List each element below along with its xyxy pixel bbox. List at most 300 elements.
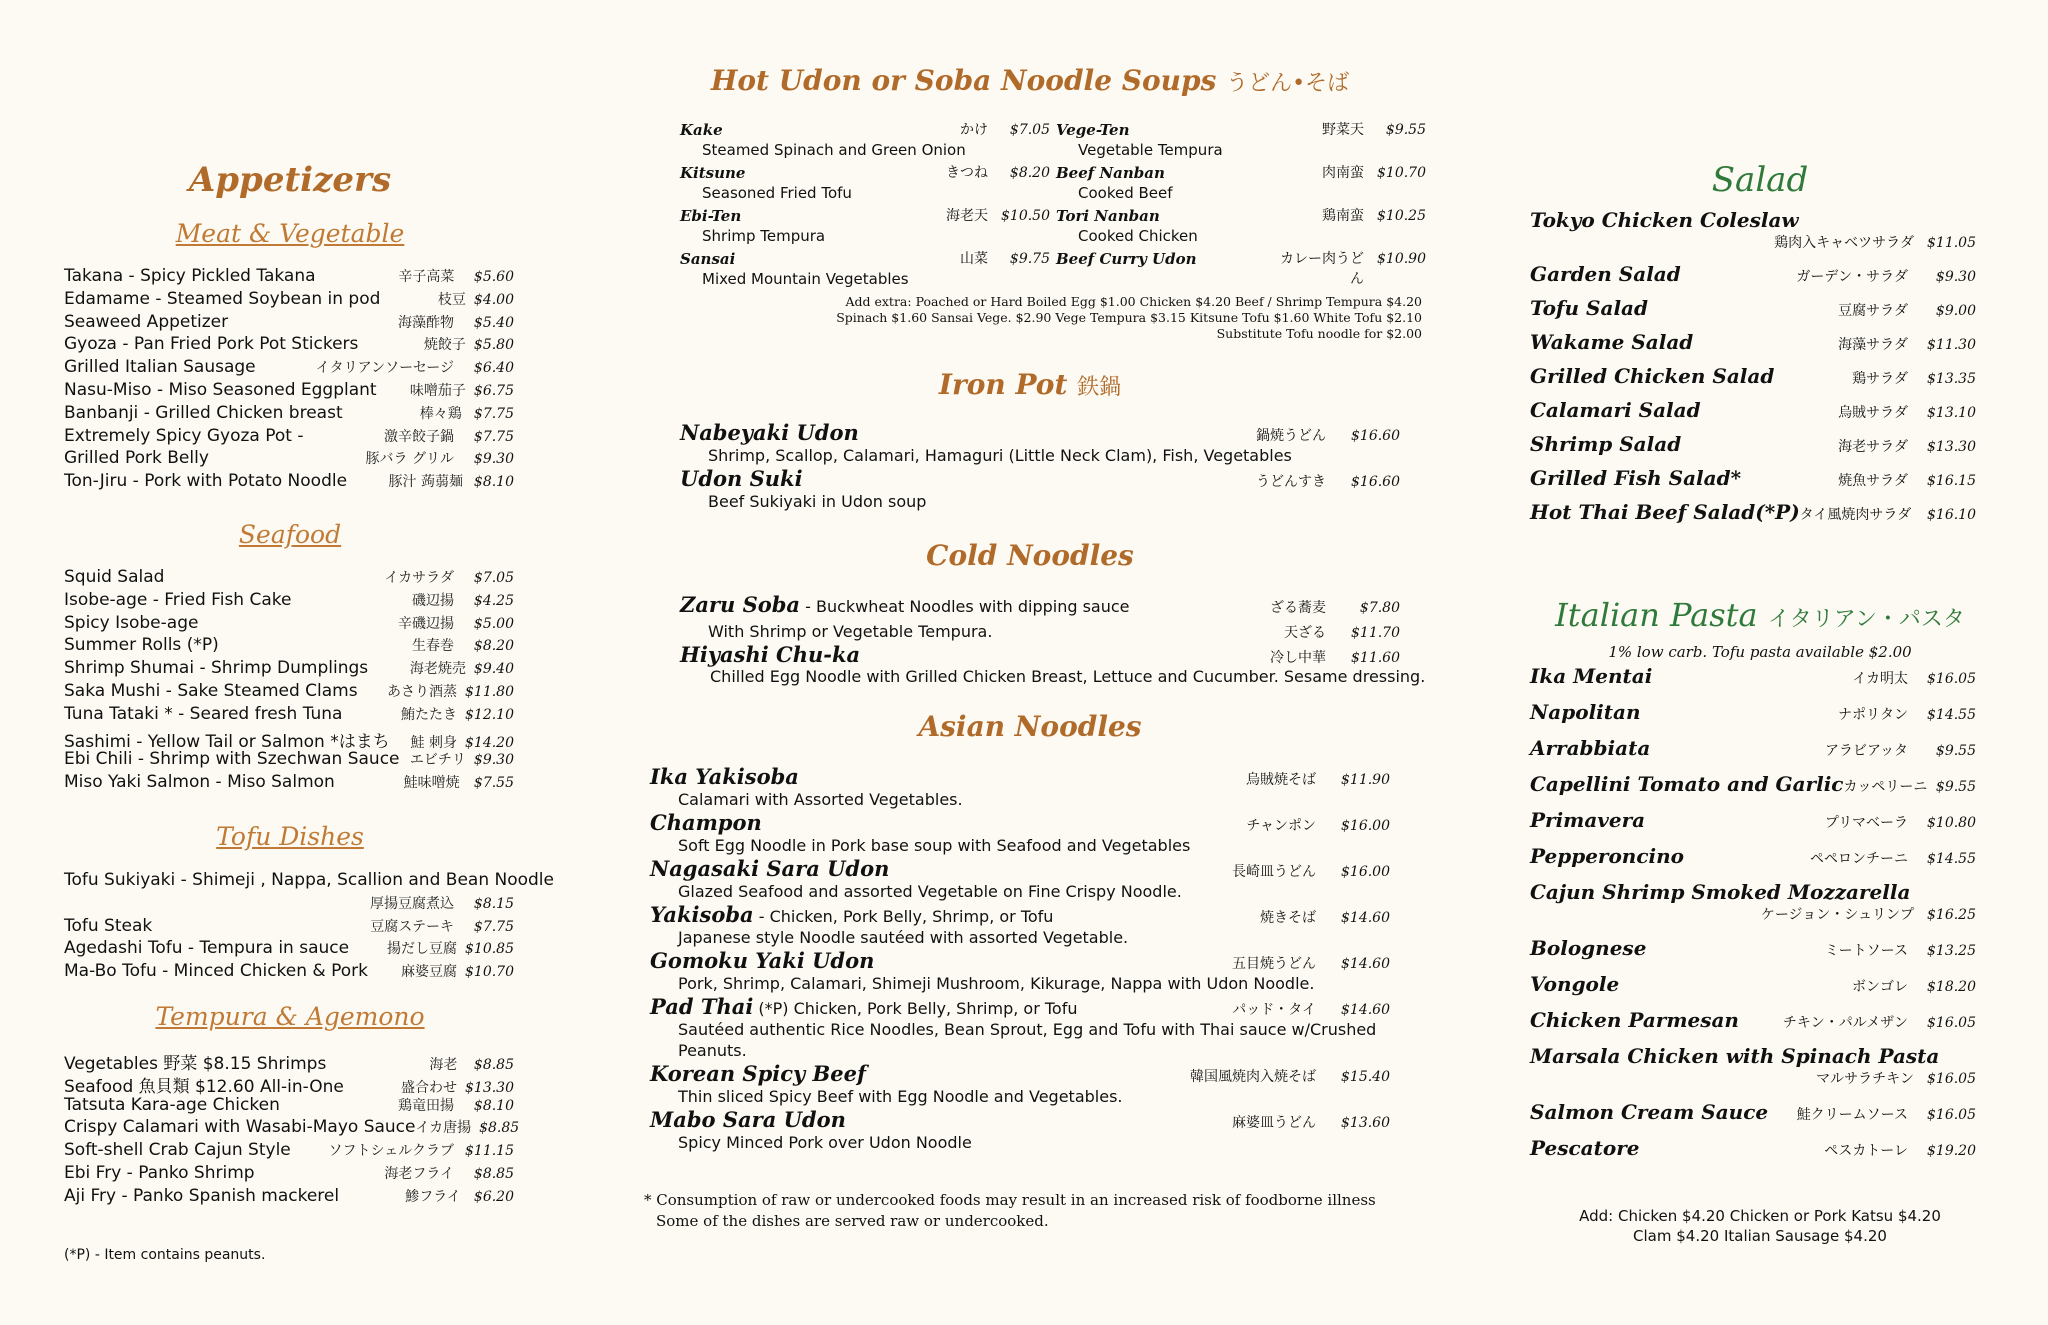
item-jp-name: ボンゴレ xyxy=(1852,979,1908,995)
item-jp-name: ナポリタン xyxy=(1838,707,1908,723)
item-name: Nasu-Miso - Miso Seasoned Eggplant xyxy=(64,379,377,400)
noodle-item-header xyxy=(650,764,1390,789)
menu-item xyxy=(64,403,514,426)
item-description: Shrimp, Scallop, Calamari, Hamaguri (Little Neck Clam), Fish, Vegetables xyxy=(708,446,1292,465)
item-name: Seaweed Appetizer xyxy=(64,311,229,332)
seafood-title: Seafood xyxy=(238,520,342,549)
menu-item-header xyxy=(1530,1136,1976,1160)
noodle-item xyxy=(650,948,1390,994)
item-name: Agedashi Tofu - Tempura in sauce xyxy=(64,938,350,959)
item-name: Sansai xyxy=(680,250,736,268)
item-price: $10.90 xyxy=(1377,251,1426,267)
menu-item xyxy=(1530,398,1976,422)
item-jp-name: 生春巻 xyxy=(412,638,454,655)
item-jp-name: 盛合わせ xyxy=(401,1079,457,1096)
noodle-item-header xyxy=(650,948,1390,973)
noodle-item xyxy=(650,856,1390,902)
item-name: Champon xyxy=(650,810,762,835)
menu-item xyxy=(1530,330,1976,354)
item-description: Glazed Seafood and assorted Vegetable on Fine Crispy Noodle. xyxy=(678,882,1182,901)
menu-item xyxy=(1530,664,1976,688)
menu-item xyxy=(1530,1136,1976,1160)
tempura-title: Tempura & Agemono xyxy=(155,1002,425,1031)
item-price: $9.75 xyxy=(1009,251,1050,267)
item-name: Vege-Ten xyxy=(1056,121,1130,139)
item-name: Udon Suki xyxy=(680,466,803,491)
item-price: $16.05 xyxy=(1927,1071,1976,1087)
menu-item xyxy=(64,357,514,380)
menu-item xyxy=(1530,1044,1976,1088)
salad-list xyxy=(1530,208,1976,534)
menu-item xyxy=(1530,972,1976,996)
noodle-item-header xyxy=(650,1061,1390,1086)
item-jp-name: 海老 xyxy=(429,1057,458,1073)
item-jp-name: 海老焼売 xyxy=(409,661,466,678)
item-inline-desc: - Chicken, Pork Belly, Shrimp, or Tofu xyxy=(753,907,1054,926)
item-jp-name: 焼魚サラダ xyxy=(1838,473,1908,489)
asian-list xyxy=(640,764,1390,1153)
item-price: $5.80 xyxy=(473,337,514,354)
item-price: $8.10 xyxy=(473,474,514,491)
pasta-title-jp: イタリアン・パスタ xyxy=(1767,607,1965,632)
item-jp-name: 天ざる xyxy=(1284,625,1326,641)
item-name: Soft-shell Crab Cajun Style xyxy=(64,1140,291,1161)
item-name: Grilled Chicken Salad xyxy=(1530,364,1775,388)
item-name: Korean Spicy Beef xyxy=(650,1061,867,1086)
item-price: $14.60 xyxy=(1341,956,1390,972)
item-jp-name: チャンポン xyxy=(1246,818,1316,834)
menu-item xyxy=(64,312,514,335)
item-jp-name: 豚汁 蒟蒻麺 xyxy=(388,474,463,491)
menu-item-header xyxy=(1530,330,1976,354)
menu-item xyxy=(64,426,514,449)
item-price: $11.90 xyxy=(1341,772,1390,788)
item-jp-name: カレー肉うどん xyxy=(1280,251,1364,287)
menu-item-header xyxy=(1530,972,1976,996)
item-name: Wakame Salad xyxy=(1530,330,1694,354)
item-jp-name: 鮪たたき xyxy=(401,706,457,723)
item-price: $7.75 xyxy=(473,918,514,935)
menu-item xyxy=(64,772,514,795)
pasta-add-ons xyxy=(1530,1206,1990,1246)
item-jp-name: イカサラダ xyxy=(384,570,454,586)
menu-item-header xyxy=(1530,772,1976,796)
menu-item xyxy=(64,266,514,289)
menu-item xyxy=(64,567,514,590)
menu-item-header xyxy=(1530,1008,1976,1032)
item-jp-name: 海藻サラダ xyxy=(1838,337,1908,353)
menu-item xyxy=(1530,208,1976,252)
menu-item-header xyxy=(1530,208,1976,232)
pasta-title xyxy=(1530,596,1990,634)
menu-item-header xyxy=(1530,664,1976,688)
warning-line-2: Some of the dishes are served raw or undercooked. xyxy=(656,1212,1049,1230)
udon-title-en: Hot Udon or Soba Noodle Soups xyxy=(710,64,1217,97)
noodle-item-header xyxy=(680,592,1400,617)
item-price: $16.60 xyxy=(1351,428,1400,444)
menu-item xyxy=(64,704,514,727)
item-price: $7.05 xyxy=(1009,122,1050,138)
item-price: $9.30 xyxy=(473,451,514,468)
item-price: $9.00 xyxy=(1935,303,1976,319)
menu-item xyxy=(1530,844,1976,868)
noodle-item xyxy=(680,420,1400,466)
item-jp-name: 麻婆皿うどん xyxy=(1232,1115,1316,1131)
menu-item-header xyxy=(1530,700,1976,724)
item-jp-name: ガーデン・サラダ xyxy=(1796,269,1908,285)
item-jp-name: 海老天 xyxy=(946,208,988,224)
item-name: Cajun Shrimp Smoked Mozzarella xyxy=(1530,880,1911,904)
item-price: $8.15 xyxy=(473,895,514,912)
item-name: Ika Mentai xyxy=(1530,664,1653,688)
menu-item xyxy=(1530,364,1976,388)
noodle-item-header xyxy=(650,1107,1390,1132)
item-price: $8.85 xyxy=(473,1057,514,1073)
item-name: Hot Thai Beef Salad(*P) xyxy=(1530,500,1800,524)
item-name: Pescatore xyxy=(1530,1136,1640,1160)
menu-item xyxy=(1530,500,1976,524)
item-jp-name: 鮭クリームソース xyxy=(1796,1107,1908,1123)
soup-item-header xyxy=(1056,120,1426,140)
cold-title: Cold Noodles xyxy=(926,539,1134,572)
item-description: Cooked Beef xyxy=(1078,184,1173,202)
warning-line-1: * Consumption of raw or undercooked foods may result in an increased risk of foodborne illness xyxy=(644,1191,1376,1209)
item-price: $16.00 xyxy=(1341,818,1390,834)
noodle-item xyxy=(650,902,1390,948)
item-jp-name: かけ xyxy=(960,122,988,138)
item-name: Isobe-age - Fried Fish Cake xyxy=(64,589,292,610)
item-price: $16.25 xyxy=(1927,907,1976,923)
item-name: Garden Salad xyxy=(1530,262,1681,286)
item-price: $14.60 xyxy=(1341,1002,1390,1018)
item-price: $11.30 xyxy=(1927,337,1976,353)
item-jp-name: 鶏サラダ xyxy=(1852,371,1908,387)
menu-item xyxy=(1530,1100,1976,1124)
menu-item xyxy=(1530,936,1976,960)
item-name: Zaru Soba - Buckwheat Noodles with dipping sauce xyxy=(680,592,1130,617)
item-name: Sashimi - Yellow Tail or Salmon *はまち xyxy=(64,731,390,752)
noodle-item xyxy=(680,617,1400,642)
item-price: $16.10 xyxy=(1927,507,1976,523)
peanut-footnote: (*P) - Item contains peanuts. xyxy=(64,1247,266,1263)
menu-item xyxy=(1530,736,1976,760)
item-name: Kake xyxy=(680,121,723,139)
item-jp-name: ざる蕎麦 xyxy=(1270,600,1326,616)
item-jp-name: あさり酒蒸 xyxy=(387,683,457,700)
pasta-subtitle: 1% low carb. Tofu pasta available $2.00 xyxy=(1608,643,1912,661)
item-price: $15.40 xyxy=(1341,1069,1390,1085)
item-jp-name: ソフトシェルクラブ xyxy=(328,1143,454,1160)
menu-item-header xyxy=(1530,736,1976,760)
noodle-item-header xyxy=(680,617,1400,642)
item-name: Capellini Tomato and Garlic xyxy=(1530,772,1844,796)
item-price: $6.40 xyxy=(473,360,514,377)
item-inline-desc: (*P) Chicken, Pork Belly, Shrimp, or Tofu xyxy=(753,999,1078,1018)
menu-item xyxy=(64,471,514,494)
item-jp-name: ペスカトーレ xyxy=(1824,1143,1908,1159)
noodle-item xyxy=(650,1061,1390,1107)
soup-item-header xyxy=(680,163,1050,183)
menu-item-header xyxy=(1530,432,1976,456)
item-price: $18.20 xyxy=(1927,979,1976,995)
item-jp-name: 味噌茄子 xyxy=(409,382,466,399)
noodle-item-header xyxy=(650,994,1390,1019)
item-jp-name: チキン・パルメザン xyxy=(1782,1015,1908,1031)
menu-item xyxy=(1530,466,1976,490)
item-price: $16.05 xyxy=(1927,1107,1976,1123)
menu-item xyxy=(64,289,514,312)
item-jp-name: 鮭味噌焼 xyxy=(403,775,460,792)
menu-item xyxy=(1530,1008,1976,1032)
menu-item xyxy=(64,938,514,961)
item-description: Mixed Mountain Vegetables xyxy=(702,270,909,288)
item-name: Hiyashi Chu-ka xyxy=(680,642,861,667)
item-description: Vegetable Tempura xyxy=(1078,141,1223,159)
item-jp-name: マルサラチキン xyxy=(1816,1071,1914,1087)
soup-item-header xyxy=(1056,249,1426,289)
noodle-item xyxy=(680,592,1400,617)
item-price: $11.05 xyxy=(1927,235,1976,251)
item-description: Cooked Chicken xyxy=(1078,227,1198,245)
item-price: $8.85 xyxy=(479,1120,520,1137)
iron-pot-title xyxy=(640,368,1420,401)
item-jp-name: 揚だし豆腐 xyxy=(387,941,457,958)
item-jp-name: ミートソース xyxy=(1824,943,1908,959)
item-jp-name: 焼餃子 xyxy=(423,337,466,354)
item-name: Ebi Chili - Shrimp with Szechwan Sauce xyxy=(64,749,400,770)
menu-item xyxy=(64,749,514,772)
item-jp-name: タイ風焼肉サラダ xyxy=(1799,507,1912,523)
menu-item xyxy=(64,681,514,704)
menu-item xyxy=(64,334,514,357)
item-jp-name: 五目焼うどん xyxy=(1232,956,1316,972)
menu-item-header xyxy=(1530,1100,1976,1124)
soup-item-header xyxy=(680,120,1050,140)
item-jp-name: うどんすき xyxy=(1256,474,1326,490)
iron-pot-title-jp: 鉄鍋 xyxy=(1077,375,1122,400)
item-price: $6.20 xyxy=(473,1188,514,1205)
item-name: Shrimp Shumai - Shrimp Dumplings xyxy=(64,658,369,679)
item-name: Takana - Spicy Pickled Takana xyxy=(64,266,316,286)
menu-item xyxy=(64,1140,514,1163)
item-inline-desc: With Shrimp or Vegetable Tempura. xyxy=(708,622,993,641)
item-price: $7.55 xyxy=(473,775,514,792)
meat-veg-list xyxy=(64,266,514,494)
item-name: Gyoza - Pan Fried Pork Pot Stickers xyxy=(64,334,359,355)
udon-extras xyxy=(640,294,1422,342)
item-jp-name: 長崎皿うどん xyxy=(1232,864,1316,880)
menu-item xyxy=(1530,808,1976,832)
hiyashi-desc: Chilled Egg Noodle with Grilled Chicken Breast, Lettuce and Cucumber. Sesame dressing. xyxy=(710,667,1426,686)
soup-item-header xyxy=(680,206,1050,226)
item-price: $16.60 xyxy=(1351,474,1400,490)
cold-list xyxy=(640,592,1400,667)
item-name: Calamari Salad xyxy=(1530,398,1701,422)
iron-pot-title-en: Iron Pot xyxy=(938,368,1068,401)
noodle-item xyxy=(650,994,1390,1061)
menu-item-header xyxy=(1530,880,1976,904)
item-jp-name: きつね xyxy=(946,165,988,181)
item-price: $7.75 xyxy=(473,405,514,422)
item-name: Ebi-Ten xyxy=(680,207,742,225)
soup-item xyxy=(1056,163,1426,203)
item-description: Calamari with Assorted Vegetables. xyxy=(678,790,963,809)
noodle-item-header xyxy=(650,810,1390,835)
udon-title xyxy=(640,64,1420,97)
item-jp-name: 鶏肉入キャベツサラダ xyxy=(1774,235,1914,251)
item-jp-name: 豆腐ステーキ xyxy=(370,918,454,935)
menu-item xyxy=(64,1117,520,1140)
item-price: $13.35 xyxy=(1927,371,1976,387)
item-price: $11.15 xyxy=(465,1143,514,1160)
item-name: Ika Yakisoba xyxy=(650,764,799,789)
noodle-item xyxy=(680,642,1400,667)
item-price: $4.00 xyxy=(473,291,514,308)
item-name: Squid Salad xyxy=(64,567,165,587)
item-jp-name: 海老フライ xyxy=(384,1165,454,1182)
item-price: $9.40 xyxy=(473,661,514,678)
menu-item-jp-line xyxy=(1530,904,1976,924)
item-price: $8.85 xyxy=(473,1165,514,1182)
iron-pot-list xyxy=(640,420,1400,512)
item-jp-name: 烏賊サラダ xyxy=(1838,405,1908,421)
item-price: $16.05 xyxy=(1927,671,1976,687)
menu-item xyxy=(64,916,514,939)
pasta-list xyxy=(1530,664,1976,1172)
item-jp-name: 棒々鶏 xyxy=(419,405,462,422)
item-name: Marsala Chicken with Spinach Pasta xyxy=(1530,1044,1940,1068)
item-description: Sautéed authentic Rice Noodles, Bean Sprout, Egg and Tofu with Thai sauce w/Crushed Peanuts. xyxy=(678,1020,1377,1060)
menu-item xyxy=(64,1186,514,1209)
menu-item xyxy=(1530,262,1976,286)
item-name: Beef Nanban xyxy=(1056,164,1165,182)
item-price: $13.30 xyxy=(1927,439,1976,455)
menu-item-header xyxy=(1530,844,1976,868)
menu-item-jp-line xyxy=(1530,1068,1976,1088)
item-price: $9.30 xyxy=(473,752,514,769)
item-jp-name: パッド・タイ xyxy=(1232,1002,1316,1018)
item-price: $5.00 xyxy=(473,615,514,632)
item-description: Beef Sukiyaki in Udon soup xyxy=(708,492,927,511)
menu-item xyxy=(64,590,514,613)
item-description: Seasoned Fried Tofu xyxy=(702,184,852,202)
item-name: Crispy Calamari with Wasabi-Mayo Sauce xyxy=(64,1117,416,1138)
item-description: Shrimp Tempura xyxy=(702,227,826,245)
item-price: $19.20 xyxy=(1927,1143,1976,1159)
noodle-item xyxy=(650,764,1390,810)
salad-title: Salad xyxy=(1711,160,1809,200)
pasta-add-line-2: Clam $4.20 Italian Sausage $4.20 xyxy=(1633,1227,1887,1245)
menu-item-jp-line xyxy=(1530,232,1976,252)
item-name: Tofu Steak xyxy=(64,915,153,936)
item-description: Spicy Minced Pork over Udon Noodle xyxy=(678,1133,972,1152)
noodle-item-header xyxy=(680,642,1400,667)
tofu-title: Tofu Dishes xyxy=(216,822,364,851)
soup-item xyxy=(1056,206,1426,246)
item-price: $7.75 xyxy=(473,428,514,445)
item-name: Beef Curry Udon xyxy=(1056,250,1197,268)
soup-item-header xyxy=(1056,163,1426,183)
menu-item xyxy=(64,1072,514,1095)
soup-item-header xyxy=(680,249,1050,269)
item-jp-name: 鶏南蛮 xyxy=(1322,208,1364,224)
item-name: Banbanji - Grilled Chicken breast xyxy=(64,402,343,423)
item-price: $16.15 xyxy=(1927,473,1976,489)
udon-extra-2: Spinach $1.60 Sansai Vege. $2.90 Vege Tempura $3.15 Kitsune Tofu $1.60 White Tofu $2.10 xyxy=(836,310,1422,325)
item-jp-name: アラビアッタ xyxy=(1824,743,1908,759)
menu-item-header xyxy=(1530,398,1976,422)
item-name: Primavera xyxy=(1530,808,1646,832)
item-name: Shrimp Salad xyxy=(1530,432,1682,456)
item-jp-name: 韓国風焼肉入焼そば xyxy=(1190,1069,1316,1085)
menu-item xyxy=(1530,296,1976,320)
item-name: Grilled Italian Sausage xyxy=(64,357,256,378)
item-price: $8.10 xyxy=(473,1097,514,1114)
item-name: Summer Rolls (*P) xyxy=(64,635,219,656)
item-jp-name: イカ明太 xyxy=(1852,671,1908,687)
soup-item xyxy=(1056,120,1426,160)
item-jp-name: 海老サラダ xyxy=(1838,439,1908,455)
item-price: $10.70 xyxy=(1377,165,1426,181)
item-name: Spicy Isobe-age xyxy=(64,612,199,633)
item-price: $13.10 xyxy=(1927,405,1976,421)
noodle-item xyxy=(650,1107,1390,1153)
udon-extra-3: Substitute Tofu noodle for $2.00 xyxy=(1216,326,1422,341)
item-name: Tokyo Chicken Coleslaw xyxy=(1530,208,1799,232)
item-description: Pork, Shrimp, Calamari, Shimeji Mushroom, Kikurage, Nappa with Udon Noodle. xyxy=(678,974,1315,993)
item-name: Tofu Salad xyxy=(1530,296,1648,320)
item-price: $14.55 xyxy=(1927,707,1976,723)
menu-item xyxy=(64,870,554,893)
menu-item-header xyxy=(1530,1044,1976,1068)
item-jp-name: 豆腐サラダ xyxy=(1838,303,1908,319)
item-name: Grilled Fish Salad* xyxy=(1530,466,1742,490)
item-price: $11.60 xyxy=(1351,650,1400,666)
item-jp-name: 厚揚豆腐煮込 xyxy=(370,895,454,912)
tempura-list xyxy=(64,1049,520,1209)
menu-item-header xyxy=(1530,296,1976,320)
item-name: Saka Mushi - Sake Steamed Clams xyxy=(64,680,358,701)
item-jp-name: 辛子高菜 xyxy=(398,269,455,285)
soup-item xyxy=(680,249,1050,289)
item-name: Arrabbiata xyxy=(1530,736,1651,760)
noodle-item-header xyxy=(680,420,1400,445)
item-name: Nabeyaki Udon xyxy=(680,420,859,445)
item-name: Extremely Spicy Gyoza Pot - xyxy=(64,425,304,446)
item-name: Vegetables 野菜 $8.15 Shrimps xyxy=(64,1054,327,1074)
soup-item xyxy=(680,120,1050,160)
menu-item xyxy=(1530,432,1976,456)
pasta-add-line-1: Add: Chicken $4.20 Chicken or Pork Katsu $4.20 xyxy=(1579,1207,1941,1225)
item-price: $7.05 xyxy=(473,570,514,586)
item-jp-name: エビチリ xyxy=(409,752,466,769)
item-price: $10.80 xyxy=(1927,815,1976,831)
item-price: $10.50 xyxy=(1001,208,1050,224)
item-jp-name: ケージョン・シュリンプ xyxy=(1760,907,1914,923)
udon-title-jp: うどん•そば xyxy=(1226,71,1350,96)
noodle-item xyxy=(680,466,1400,512)
menu-item xyxy=(64,893,514,916)
menu-item xyxy=(64,1049,514,1072)
item-name: Ebi Fry - Panko Shrimp xyxy=(64,1162,255,1183)
item-name: Ma-Bo Tofu - Minced Chicken & Pork xyxy=(64,961,368,982)
item-price: $16.05 xyxy=(1927,1015,1976,1031)
soup-item xyxy=(1056,249,1426,289)
item-price: $5.60 xyxy=(473,269,514,285)
item-price: $9.55 xyxy=(1385,122,1426,138)
menu-item xyxy=(1530,880,1976,924)
noodle-item-header xyxy=(680,466,1400,491)
